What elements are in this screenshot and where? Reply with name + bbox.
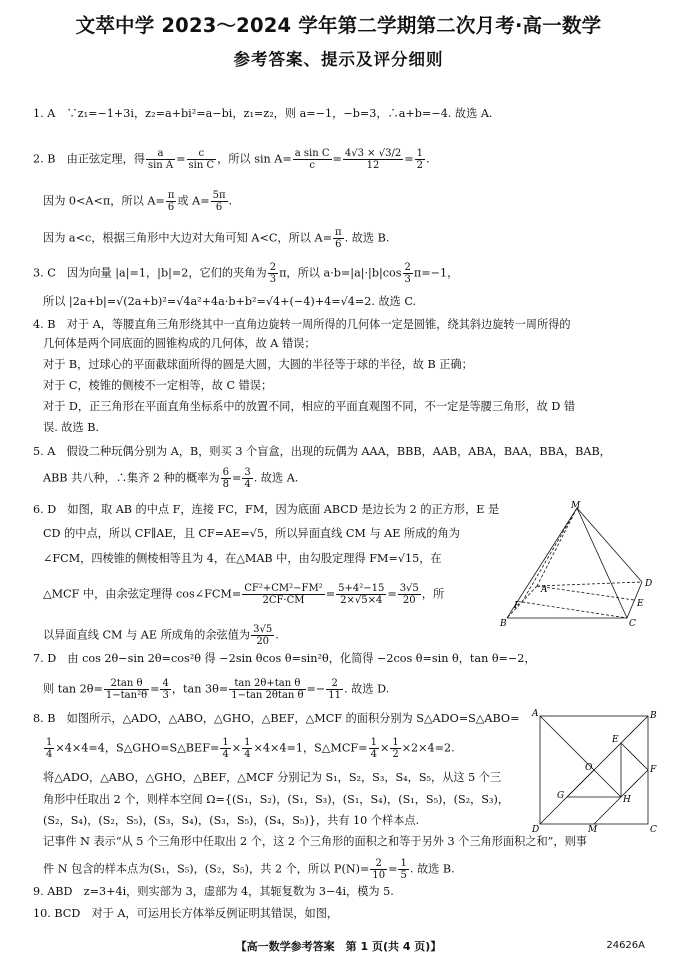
answer-6-line-4: △MCF 中，由余弦定理得 cos∠FCM= $\frac{\text{CF²+CM²−FM²}}{2CF\cdot CM}$ = $\frac{\text{5+4²−15}}{2\times√5\times 4}$ = $\frac{3√5}{20}$ ，所 [43,583,445,606]
answer-7-line-1: 7. D 由 cos 2θ−sin 2θ=cos²θ 得 −2sin θcos θ=sin²θ，化简得 −2cos θ=sin θ，tan θ=−2， [33,652,536,665]
paper-code: 24626A [606,940,645,951]
pyramid-label-b: B [500,619,507,629]
answer-4-line-6: 误. 故选 B. [43,421,100,434]
square-label-m: M [588,825,598,833]
pyramid-label-e: E [637,599,644,609]
square-label-d: D [532,825,540,833]
answer-6-line-5: 以异面直线 CM 与 AE 所成角的余弦值为 $\frac{3√5}{20}$ . [43,624,279,647]
answer-8-line-3: 将△ADO，△ABO，△GHO，△BEF，△MCF 分别记为 S₁，S₂，S₃，S₄，S₅，从这 5 个三 [43,771,502,784]
answer-4-line-2: 几何体是两个同底面的圆锥构成的几何体，故 A 错误； [43,337,316,350]
answer-8-line-1: 8. B 如图所示，△ADO，△ABO，△GHO，△BEF，△MCF 的面积分别为 S△ADO=S△ABO= [33,712,520,725]
answer-8-line-7: 件 N 包含的样本点为(S₁，S₅)，(S₂，S₅)，共 2 个，所以 P(N)= $\frac{2}{10}$ = $\frac{1}{5}$ . 故选 B. [43,858,455,881]
pyramid-label-d: D [645,579,653,589]
page-subtitle: 参考答案、提示及评分细则 [233,50,444,69]
answer-7-line-2: 则 tan 2θ= $\frac{\text{2tan θ}}{\text{1−tan²θ}}$ = $\frac{4}{3}$ ，tan 3θ= $\frac{\text{tan 2θ+tan θ}}{\text{1−tan 2θtan θ}}$ =− $\frac{2}{11}$ . 故选 D. [43,678,390,701]
pyramid-label-m: M [571,501,581,511]
answer-6-line-1: 6. D 如图，取 AB 的中点 F，连接 FC，FM，因为底面 ABCD 是边长为 2 的正方形，E 是 [33,503,500,516]
square-label-b: B [650,711,657,721]
square-label-h: H [623,795,631,805]
square-label-o: O [585,763,593,773]
square-label-c: C [650,825,657,833]
square-label-a: A [532,709,539,719]
answer-9: 9. ABD z=3+4i，则实部为 3，虚部为 4，其轭复数为 3−4i，模为 5. [33,885,394,898]
answer-10: 10. BCD 对于 A，可运用长方体举反例证明其错误，如图， [33,907,339,920]
answer-6-line-2: CD 的中点，所以 CF∥AE，且 CF=AE=√5，所以异面直线 CM 与 AE 所成的角为 [43,527,460,540]
square-label-e: E [612,735,619,745]
pyramid-label-c: C [629,619,636,629]
answer-2-line-1: 2. B 由正弦定理，得 $\frac{a}{\text{sin A}}$ = $\frac{c}{\text{sin C}}$ ，所以 sin A= $\frac{\text{a sin C}}{c}$ = $\frac{4√3 \times √3/2}{12}$ = $\frac{1}{2}$ . [33,148,430,171]
page-footer: 【高一数学参考答案 第 1 页(共 4 页)】 [235,940,442,953]
answer-8-line-4: 角形中任取出 2 个，则样本空间 Ω={(S₁，S₂)，(S₁，S₃)，(S₁，S₄)，(S₁，S₅)，(S₂，S₃)， [43,793,510,806]
answer-2-line-2: 因为 0<A<π，所以 A= $\frac{\pi}{6}$ 或 A= $\frac{5\pi}{6}$ . [43,190,233,213]
answer-3-line-1: 3. C 因为向量 |a|=1，|b|=2，它们的夹角为 $\frac{2}{3}$ π，所以 a·b=|a|·|b|cos $\frac{2}{3}$ π=−1， [33,262,459,285]
answer-6-line-3: ∠FCM，四棱锥的侧棱相等且为 4，在△MAB 中，由勾股定理得 FM=√15，在 [43,552,442,565]
answer-3-line-2: 所以 |2a+b|=√(2a+b)²=√4a²+4a·b+b²=√4+(−4)+4=√4=2. 故选 C. [43,295,417,308]
page-title: 文萃中学 2023～2024 学年第二学期第二次月考·高一数学 [75,14,602,37]
answer-1: 1. A ∵z₁=−1+3i，z₂=a+bi²=a−bi，z₁=z₂，则 a=−1，−b=3，∴a+b=−4. 故选 A. [33,107,493,120]
pyramid-label-a: A [541,585,548,595]
answer-8-line-2: $\frac{1}{4}$ ×4×4=4，S△GHO=S△BEF= $\frac{1}{4}$ × $\frac{1}{4}$ ×4×4=1，S△MCF= $\frac{1}{4}$ × $\frac{1}{2}$ ×2×4=2. [46,737,455,760]
square-figure [530,708,660,833]
answer-4-line-3: 对于 B，过球心的平面截球面所得的圆是大圆，大圆的半径等于球的半径，故 B 正确； [43,358,473,371]
square-label-g: G [557,791,565,801]
answer-8-line-5: (S₂，S₄)，(S₂，S₅)，(S₃，S₄)，(S₃，S₅)，(S₄，S₅)}，共有 10 个样本点. [43,814,420,827]
pyramid-label-f: F [514,601,521,611]
answer-4-line-4: 对于 C，棱锥的侧棱不一定相等，故 C 错误； [43,379,273,392]
square-label-f: F [650,765,657,775]
answer-4-line-1: 4. B 对于 A，等腰直角三角形绕其中一直角边旋转一周所得的几何体一定是圆锥，绕其斜边旋转一周所得的 [33,318,571,331]
answer-5-line-2: ABB 共八种，∴集齐 2 种的概率为 $\frac{6}{8}$ = $\frac{3}{4}$ . 故选 A. [43,467,299,490]
answer-8-line-6: 记事件 N 表示“从 5 个三角形中任取出 2 个，这 2 个三角形的面积之和等于另外 3 个三角形面积之和”，则事 [43,835,587,848]
answer-5-line-1: 5. A 假设二种玩偶分别为 A，B，则买 3 个盲盒，出现的玩偶为 AAA，BBB，AAB，ABA，BAA，BBA，BAB， [33,445,611,458]
answer-2-line-3: 因为 a<c，根据三角形中大边对大角可知 A<C，所以 A= $\frac{\pi}{6}$ . 故选 B. [43,227,390,250]
answer-4-line-5: 对于 D，正三角形在平面直角坐标系中的放置不同，相应的平面直观图不同，不一定是等腰三角形，故 D 错 [43,400,576,413]
pyramid-figure [497,500,657,630]
